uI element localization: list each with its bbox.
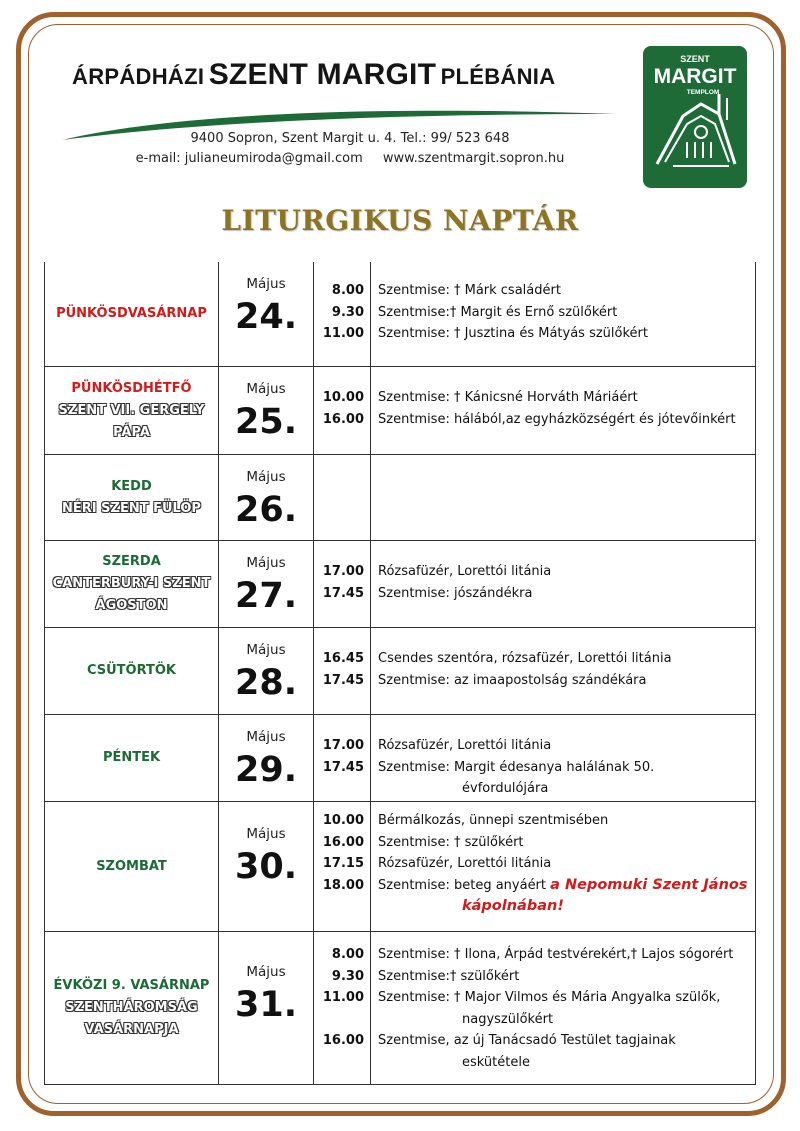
time-value: 17.45 (322, 672, 364, 688)
day-name: KEDD (111, 478, 152, 494)
month-label: Május (246, 642, 286, 658)
day-cell (45, 802, 219, 931)
svg-text:SZENT: SZENT (680, 54, 710, 64)
saint-name: CANTERBURY-I SZENT ÁGOSTON (52, 576, 211, 613)
date-cell (219, 802, 314, 931)
day-cell (45, 262, 219, 366)
time-cell (314, 262, 371, 366)
saint-name: SZENT VII. GERGELY PÁPA (58, 402, 205, 440)
location-note-end: kápolnában! (462, 898, 564, 914)
month-label: Május (246, 555, 286, 571)
event-text (378, 810, 755, 832)
day-cell (45, 932, 219, 1084)
month-label: Május (246, 826, 286, 842)
email-text: e-mail: julianeumiroda@gmail.com (135, 151, 363, 166)
title-part-1: ÁRPÁDHÁZI (72, 64, 205, 89)
event-text: évfordulójára (462, 781, 549, 796)
event-text: Szentmise: † Major Vilmos és Mária Angyalka szülők, (378, 990, 721, 1005)
date-cell (219, 367, 314, 454)
date-cell (219, 541, 314, 627)
time-value: 8.00 (331, 947, 364, 962)
saint-name: SZENTHÁROMSÁG VASÁRNAPJA (65, 1000, 198, 1037)
title-part-2: SZENT MARGIT (208, 58, 437, 91)
description-cell (371, 628, 755, 714)
website-text: www.szentmargit.sopron.hu (382, 151, 565, 166)
description-cell (371, 932, 755, 1084)
day-number: 26. (234, 490, 297, 530)
date-cell (219, 932, 314, 1084)
event-text: nagyszülőkért (462, 1011, 554, 1027)
schedule-row (45, 366, 755, 454)
event-text: Csendes szentóra, rózsafüzér, Lorettói litánia (378, 651, 672, 666)
event-text: Szentmise:† Margit és Ernő szülőkért (378, 304, 618, 320)
description-cell (371, 262, 755, 366)
saint-name: NÉRI SZENT FÜLÖP (62, 500, 201, 516)
time-cell (314, 541, 371, 627)
time-value: 11.00 (322, 326, 364, 341)
day-number: 27. (234, 576, 297, 616)
time-spacer (314, 778, 364, 800)
time-value: 16.45 (322, 651, 364, 666)
day-name: PÜNKÖSDVASÁRNAP (56, 306, 207, 321)
contact-line (120, 151, 580, 166)
day-number: 24. (234, 297, 297, 337)
time-value: 16.00 (322, 411, 364, 427)
liturgical-schedule-table (44, 262, 756, 1085)
schedule-row (45, 454, 755, 540)
event-text (378, 875, 755, 897)
time-value: 11.00 (322, 990, 364, 1005)
event-text: Szentmise: † Kánicsné Horváth Máriáért (378, 390, 638, 405)
day-cell (45, 455, 219, 540)
event-text: Szentmise: † Ilona, Árpád testvérekért,† Lajos sógorért (378, 947, 734, 962)
time-cell (314, 802, 371, 931)
church-logo-icon (643, 46, 747, 188)
time-value: 10.00 (322, 813, 364, 828)
time-value: 17.00 (322, 564, 364, 579)
event-text: Szentmise: az imaapostolság szándékára (378, 672, 647, 688)
day-number: 31. (234, 985, 297, 1025)
schedule-row (45, 627, 755, 714)
time-value: 16.00 (322, 834, 364, 850)
description-cell (371, 802, 755, 931)
time-value: 17.15 (322, 856, 364, 871)
description-cell (371, 541, 755, 627)
document-title: LITURGIKUS NAPTÁR (221, 204, 579, 237)
month-label: Május (246, 276, 286, 292)
schedule-row (45, 262, 755, 366)
event-text: Szentmise: † Márk családért (378, 283, 561, 298)
event-text (378, 853, 755, 875)
time-cell (314, 455, 371, 540)
time-cell (314, 367, 371, 454)
time-spacer (314, 1009, 364, 1031)
day-cell (45, 715, 219, 801)
time-value: 10.00 (322, 390, 364, 405)
day-number: 30. (234, 847, 297, 887)
day-number: 29. (234, 750, 297, 790)
schedule-row (45, 714, 755, 801)
event-text: Rózsafüzér, Lorettói litánia (378, 564, 552, 579)
schedule-row (45, 931, 755, 1084)
description-cell (371, 367, 755, 454)
day-name: PÜNKÖSDHÉTFŐ (71, 380, 192, 396)
month-label: Május (246, 469, 286, 485)
location-note-continued (378, 896, 755, 918)
event-text: Szentmise: hálából,az egyházközségért és jótevőinkért (378, 411, 736, 427)
event-text: Szentmise: jószándékra (378, 585, 533, 601)
event-label: Bérmálkozás, ünnepi szentmisében (378, 813, 609, 828)
day-cell (45, 628, 219, 714)
description-cell (371, 715, 755, 801)
day-name: SZOMBAT (96, 858, 167, 874)
month-label: Május (246, 729, 286, 745)
time-value: 8.00 (331, 283, 364, 298)
time-value: 18.00 (322, 877, 364, 893)
time-cell (314, 932, 371, 1084)
event-text: Rózsafüzér, Lorettói litánia (378, 738, 552, 753)
event-text (378, 832, 755, 854)
date-cell (219, 455, 314, 540)
day-number: 25. (234, 402, 297, 442)
postal-address: 9400 Sopron, Szent Margit u. 4. Tel.: 99/ 523 648 (190, 131, 510, 146)
date-cell (219, 262, 314, 366)
event-text: Szentmise: Margit édesanya halálának 50. (378, 759, 655, 775)
event-text: Szentmise:† szülőkért (378, 968, 520, 984)
day-number: 28. (234, 663, 297, 703)
svg-text:TEMPLOM: TEMPLOM (686, 89, 720, 96)
time-value: 17.45 (322, 759, 364, 775)
event-text: eskütétele (462, 1054, 530, 1070)
time-value: 17.00 (322, 738, 364, 753)
schedule-row (45, 540, 755, 627)
month-label: Május (246, 381, 286, 397)
event-label: Szentmise: beteg anyáért (378, 877, 547, 893)
day-name: ÉVKÖZI 9. VASÁRNAP (53, 978, 210, 993)
time-cell (314, 715, 371, 801)
event-text: Szentmise: † Jusztina és Mátyás szülőkért (378, 326, 648, 341)
schedule-row (45, 801, 755, 931)
event-label: Rózsafüzér, Lorettói litánia (378, 856, 552, 871)
date-cell (219, 628, 314, 714)
svg-text:MARGIT: MARGIT (653, 65, 737, 88)
date-cell (219, 715, 314, 801)
title-part-3: PLÉBÁNIA (440, 64, 556, 89)
time-value: 16.00 (322, 1033, 364, 1048)
day-cell (45, 367, 219, 454)
event-label: Szentmise: † szülőkért (378, 834, 524, 850)
day-name: CSÜTÖRTÖK (86, 663, 177, 678)
day-name: SZERDA (102, 554, 161, 569)
event-text: Szentmise, az új Tanácsadó Testület tagjainak (378, 1033, 676, 1048)
location-note: a Nepomuki Szent János (550, 876, 748, 893)
time-cell (314, 628, 371, 714)
day-cell (45, 541, 219, 627)
month-label: Május (246, 964, 286, 980)
time-value: 17.45 (322, 585, 364, 601)
time-value: 9.30 (331, 304, 364, 320)
day-name: PÉNTEK (102, 750, 161, 765)
time-spacer (314, 1052, 364, 1074)
parish-title (72, 58, 612, 92)
time-value: 9.30 (331, 968, 364, 984)
description-cell (371, 455, 755, 540)
